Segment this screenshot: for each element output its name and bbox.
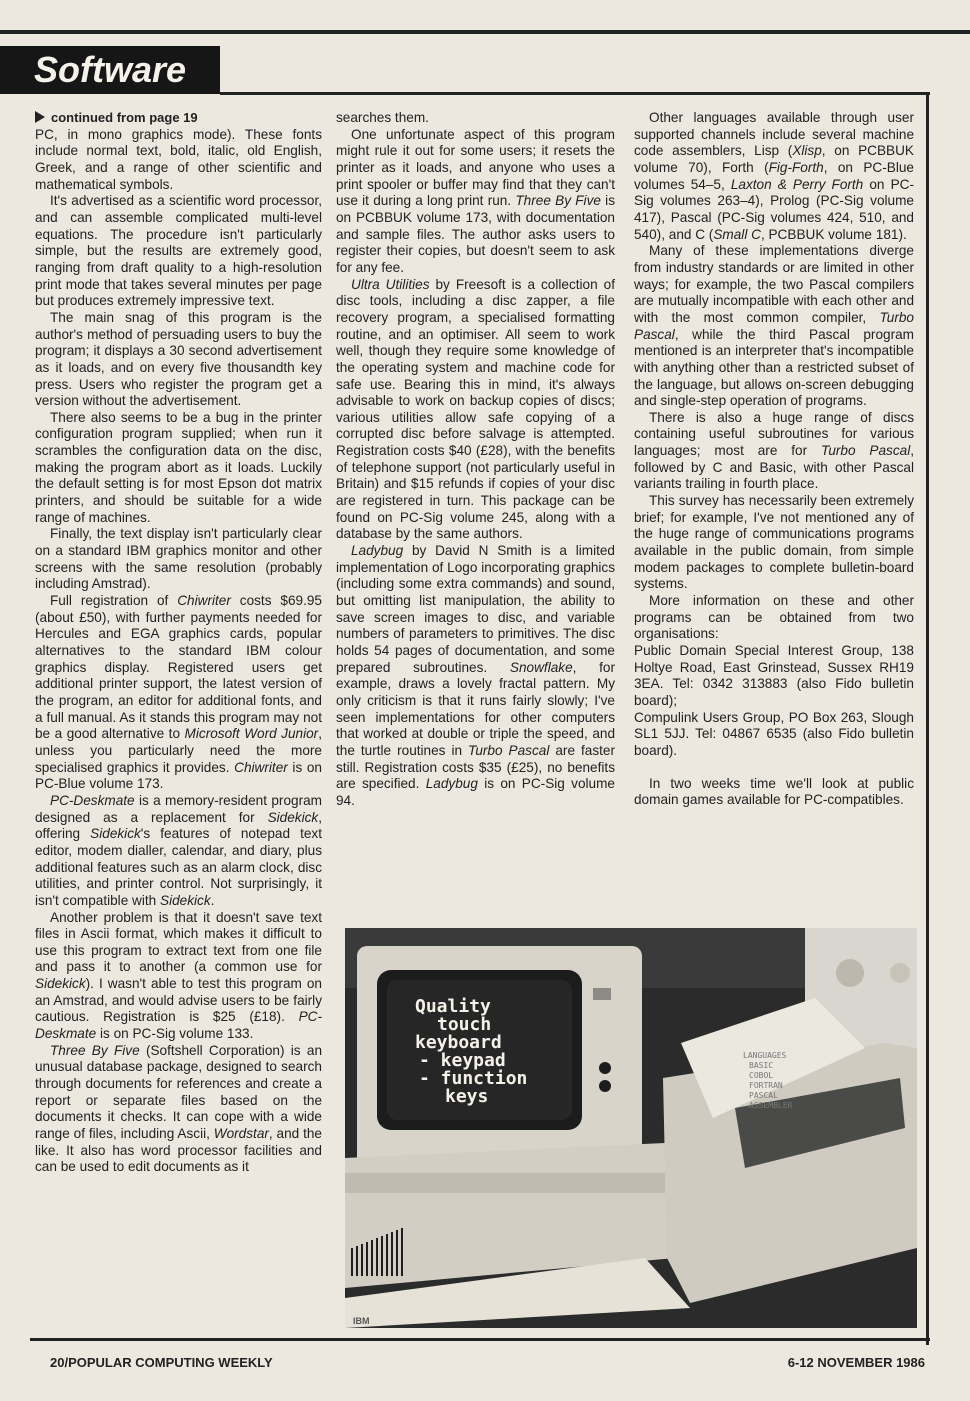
- header-rule: [220, 92, 930, 95]
- paper-line: ASSEMBLER: [749, 1101, 793, 1110]
- paper-line: BASIC: [749, 1061, 774, 1070]
- screen-line: - function: [419, 1068, 528, 1089]
- section-title: Software: [0, 46, 220, 94]
- paper-line: COBOL: [749, 1071, 774, 1080]
- brand-label: IBM: [353, 1316, 370, 1326]
- paragraph: Three By Five (Softshell Corporation) is an unusual database package, designed to search through documents for references and create a report or separate files based on the documents it checks. It can cope with a wide range of files, including Ascii, Wordstar, and the like. It also has word processor facilities and can be used to edit documents as it: [35, 1042, 323, 1175]
- paragraph: There is also a huge range of discs containing useful subroutines for various languages; most are for Turbo Pascal, followed by C and Basic, with other Pascal variants trailing in fourth place.: [634, 409, 914, 492]
- footer-page-info: 20/POPULAR COMPUTING WEEKLY: [50, 1355, 273, 1370]
- paper-line: LANGUAGES: [743, 1051, 787, 1060]
- paragraph: The main snag of this program is the author's method of persuading users to buy the program; it displays a 30 second advertisement as it loads, and on every five thousandth key press. Users who register the program get a version without the advertisement.: [35, 309, 322, 409]
- organisation-address: Public Domain Special Interest Group, 138 Holtye Road, East Grinstead, Sussex RH19 3EA. Tel: 0342 313883 (also Fido bulletin board);: [634, 643, 914, 708]
- paper-line: FORTRAN: [749, 1081, 783, 1090]
- paragraph: Finally, the text display isn't particularly clear on a standard IBM graphics monitor and other screens with the same resolution (probably including Amstrad).: [35, 526, 322, 592]
- paper-line: PASCAL: [749, 1091, 778, 1100]
- column-1: [35, 110, 322, 1176]
- top-rule: [0, 30, 970, 34]
- organisation-address: Compulink Users Group, PO Box 263, Slough SL1 5JJ. Tel: 04867 6535 (also Fido bulletin board).: [634, 709, 914, 758]
- right-rule: [926, 95, 929, 1345]
- screen-line: touch: [437, 1014, 492, 1035]
- paragraph: More information on these and other programs can be obtained from two organisations:: [634, 593, 914, 642]
- paragraph: It's advertised as a scientific word processor, and can assemble complicated multi-level equations. The procedure isn't particularly simple, but the results are extremely good, ranging from draft quality to a high-resolution print mode that takes several minutes per page but produces extremely impressive text.: [35, 193, 322, 309]
- paragraph: Many of these implementations diverge from industry standards or are limited in other ways; for example, the two Pascal compilers are mutually incompatible with each other and with the most common compiler, Turbo Pascal, while the third Pascal program mentioned is an interpreter that's incompatible with anything other than a restricted subset of the language, but allows on-screen debugging and single-step operation of programs.: [634, 243, 914, 409]
- paragraph: This survey has necessarily been extremely brief; for example, I've not mentioned any of the huge range of communications programs available in the public domain, from simple modem packages to complete bulletin-board systems.: [634, 493, 914, 592]
- paragraph: searches them.: [336, 110, 429, 125]
- paragraph: Ladybug by David N Smith is a limited implementation of Logo incorporating graphics (including some extra commands) and sound, but omitting list manipulation, the ability to save screen images to disc, and variable numbers of parameters to primitives. The disc holds 54 pages of documentation, and some prepared subroutines. Snowflake, for example, draws a lovely fractal pattern. My only criticism is that it runs fairly slowly; I've seen implementations for other computers that worked at double or triple the speed, and the turtle routines in Turbo Pascal are faster still. Registration costs $35 (£25), no benefits are specified. Ladybug is on PC-Sig volume 94.: [336, 543, 616, 808]
- paragraph: PC-Deskmate is a memory-resident program designed as a replacement for Sidekick, offering Sidekick's features of notepad text editor, modem dialler, calendar, and diary, plus additional features such as an alarm clock, disc utilities, and printer control. Not surprisingly, it isn't compatible with Sidekick.: [35, 792, 322, 908]
- bottom-rule: [30, 1338, 930, 1341]
- computer-photo: [345, 928, 917, 1328]
- pc-illustration: [345, 928, 917, 1328]
- paragraph: One unfortunate aspect of this program might rule it out for some users; it resets the printer as it loads, and anyone who uses a print spooler or buffer may find that they can't use it during a long print run. Three By Five is on PCBBUK volume 173, with documentation and sample files. The author asks users to register their copies, but doesn't seem to ask for any fee.: [336, 126, 616, 275]
- footer-date: 6-12 NOVEMBER 1986: [787, 1355, 925, 1370]
- continued-note: [35, 110, 322, 127]
- paragraph: Full registration of Chiwriter costs $69.95 (about £50), with further payments needed for Hercules and EGA graphics cards, popular alternatives to the standard IBM colour graphics display. Registered users get additional printer support, the latest version of the program, an editor for additional fonts, and a full manual. As it stands this program may not be a good alternative to Microsoft Word Junior, unless you particularly need the more specialised graphics it provides. Chiwriter is on PC-Blue volume 173.: [35, 593, 322, 792]
- screen-line: Quality: [415, 996, 491, 1017]
- column-3: [634, 110, 914, 809]
- arrow-right-icon: [35, 111, 45, 123]
- paragraph: Ultra Utilities by Freesoft is a collection of disc tools, including a disc zapper, a file recovery program, a specialised formatting routine, and an optimiser. All seem to work well, though they require some knowledge of the operating system and machine code for safe use. Bearing this in mind, it's always advisable to work on backup copies of discs; various utilities allow safe copying of a corrupted disc before salvage is attempted. Registration costs $40 (£28), with the benefits of telephone support (not particularly useful in Britain) and $15 refunds if copies of your disc are registered in turn. This package can be found on PC-Sig volume 245, along with a database by the same authors.: [336, 276, 615, 542]
- closing-paragraph: In two weeks time we'll look at public domain games available for PC-compatibles.: [634, 775, 914, 808]
- column-2: [336, 110, 615, 810]
- paragraph: Another problem is that it doesn't save text files in Ascii format, which makes it difficult to use this program to extract text from one file and pass it to another (a common use for Sidekick). I wasn't able to test this program on an Amstrad, and would advise users to be fairly cautious. Registration is $25 (£18). PC-Deskmate is on PC-Sig volume 133.: [35, 909, 322, 1042]
- screen-line: keys: [445, 1086, 489, 1107]
- screen-line: keyboard: [415, 1032, 502, 1053]
- paragraph: There also seems to be a bug in the printer configuration program supplied; when run it scrambles the configuration data on the disc, making the program abort as it loads. Luckily the default setting is for most Epson dot matrix printers, and should be suitable for a wide range of machines.: [35, 409, 322, 525]
- screen-line: - keypad: [419, 1050, 506, 1071]
- continued-text: continued from page 19: [51, 110, 198, 125]
- paragraph: PC, in mono graphics mode). These fonts include normal text, bold, italic, old English, Greek, and a range of other scientific and mathematical symbols.: [35, 126, 322, 192]
- paragraph: Other languages available through user supported channels include several machine code assemblers, Lisp (Xlisp, on PCBBUK volume 70), Forth (Fig-Forth, on PC-Blue volumes 54–5, Laxton & Perry Forth on PC-Sig volumes 263–4), Prolog (PC-Sig volume 417), Pascal (PC-Sig volumes 424, 510, and 540), and C (Small C, PCBBUK volume 181).: [634, 110, 914, 242]
